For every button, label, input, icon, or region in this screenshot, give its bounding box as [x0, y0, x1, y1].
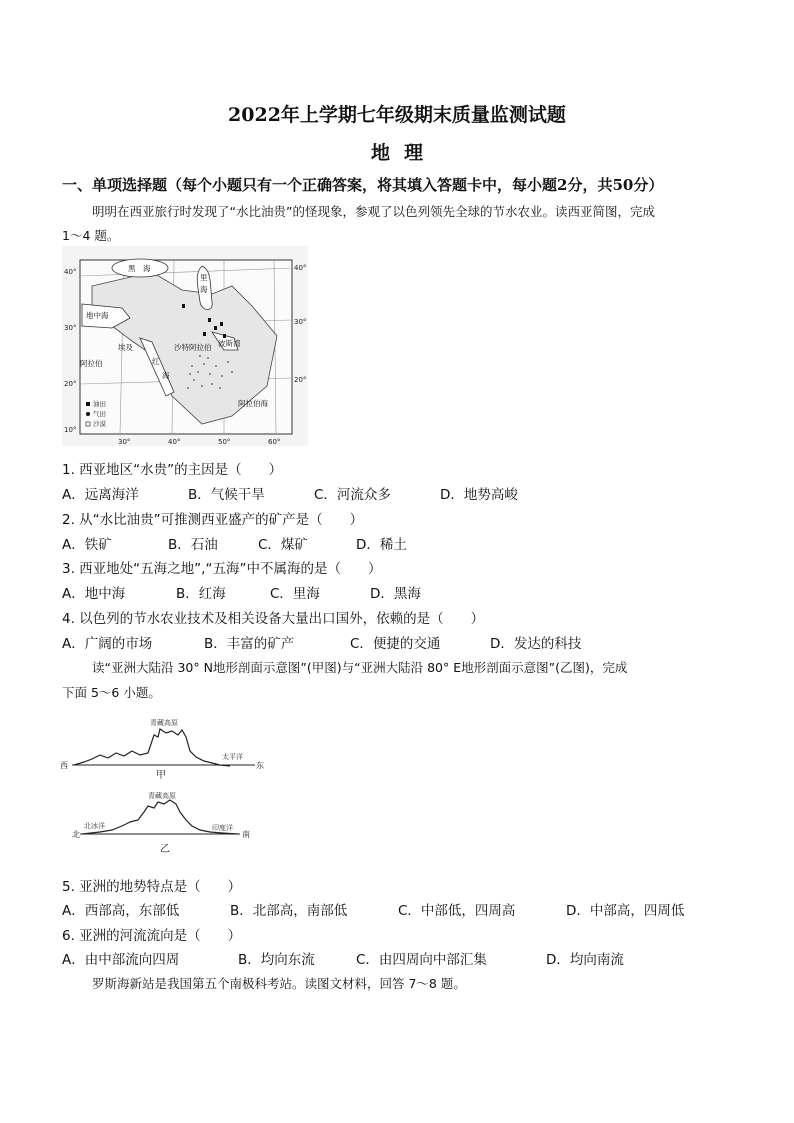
west-asia-map	[62, 246, 308, 446]
svg-text:甲: 甲	[156, 770, 166, 781]
svg-text:40°: 40°	[294, 264, 307, 272]
svg-text:南: 南	[242, 830, 250, 839]
intro3-line-1: 罗斯海新站是我国第五个南极科考站。读图文材料，回答 7～8 题。	[92, 976, 466, 991]
question-3-option-a: A．地中海	[62, 586, 126, 602]
subject-title: 地理	[370, 142, 437, 164]
question-5-option-d: D．中部高，四周低	[566, 903, 685, 919]
svg-text:红: 红	[152, 357, 160, 366]
question-6-stem: 6. 亚洲的河流流向是（ ）	[62, 928, 242, 944]
question-2-option-c: C．煤矿	[258, 537, 308, 553]
question-6-option-c: C．由四周向中部汇集	[356, 952, 487, 968]
svg-text:阿拉伯海: 阿拉伯海	[238, 399, 268, 408]
question-2-option-a: A．铁矿	[62, 537, 112, 553]
intro2-line-2: 下面 5～6 小题。	[62, 685, 161, 700]
svg-text:30°: 30°	[64, 324, 77, 332]
question-3-option-c: C．里海	[270, 586, 320, 602]
question-6-option-a: A．由中部流向四周	[62, 952, 180, 968]
svg-text:60°: 60°	[268, 438, 281, 446]
svg-text:乙: 乙	[160, 844, 170, 855]
section-heading: 一、单项选择题（每个小题只有一个正确答案，将其填入答题卡中，每小题2分，共50分）	[62, 176, 664, 194]
question-2-option-b: B．石油	[168, 537, 218, 553]
svg-text:30°: 30°	[294, 318, 307, 326]
question-1-option-b: B．气候干旱	[188, 487, 265, 503]
question-6-option-b: B．均向东流	[238, 952, 315, 968]
svg-text:埃及: 埃及	[118, 343, 133, 352]
svg-text:40°: 40°	[168, 438, 181, 446]
svg-text:气田: 气田	[93, 410, 106, 418]
svg-text:青藏高原: 青藏高原	[150, 719, 178, 727]
svg-text:海: 海	[200, 285, 208, 294]
svg-text:10°: 10°	[64, 426, 77, 434]
svg-text:20°: 20°	[64, 380, 77, 388]
question-5-option-a: A．西部高，东部低	[62, 903, 180, 919]
intro-line-1: 明明在西亚旅行时发现了“水比油贵”的怪现象，参观了以色列领先全球的节水农业。读西亚简图，完成	[92, 204, 655, 219]
svg-text:北: 北	[72, 830, 80, 839]
svg-text:黑 海: 黑 海	[128, 264, 151, 273]
svg-text:青藏高原: 青藏高原	[148, 792, 176, 800]
question-5-option-b: B．北部高，南部低	[230, 903, 348, 919]
svg-text:里: 里	[200, 273, 208, 282]
svg-text:地中海: 地中海	[86, 311, 109, 320]
question-5-option-c: C．中部低，四周高	[398, 903, 516, 919]
question-4-stem: 4. 以色列的节水农业技术及相关设备大量出口国外，依赖的是（ ）	[62, 611, 485, 627]
question-3-option-d: D．黑海	[370, 586, 421, 602]
question-4-option-b: B．丰富的矿产	[204, 636, 295, 652]
svg-text:东: 东	[256, 761, 264, 770]
question-1-option-d: D．地势高峻	[440, 487, 518, 503]
intro2-line-1: 读“亚洲大陆沿 30° N地形剖面示意图”(甲图)与“亚洲大陆沿 80° E地形剖面示意图”(乙图)，完成	[92, 660, 628, 675]
question-2-option-d: D．稀土	[356, 537, 407, 553]
question-5-stem: 5. 亚洲的地势特点是（ ）	[62, 879, 242, 895]
svg-text:沙特阿拉伯: 沙特阿拉伯	[174, 343, 212, 352]
exam-title: 2022年上学期七年级期末质量监测试题	[228, 104, 566, 126]
svg-text:20°: 20°	[294, 376, 307, 384]
question-4-option-c: C．便捷的交通	[350, 636, 441, 652]
svg-text:50°: 50°	[218, 438, 231, 446]
intro-line-2: 1～4 题。	[62, 228, 120, 243]
question-6-option-d: D．均向南流	[546, 952, 624, 968]
question-4-option-d: D．发达的科技	[490, 636, 582, 652]
svg-text:阿拉伯: 阿拉伯	[80, 359, 103, 368]
svg-text:北冰洋: 北冰洋	[84, 822, 105, 830]
svg-text:西: 西	[60, 761, 68, 770]
question-2-stem: 2. 从“水比油贵”可推测西亚盛产的矿产是（ ）	[62, 512, 364, 528]
question-3-option-b: B．红海	[176, 586, 226, 602]
svg-text:沙漠: 沙漠	[93, 420, 106, 428]
question-3-stem: 3. 西亚地处“五海之地”,“五海”中不属海的是（ ）	[62, 561, 382, 577]
question-1-stem: 1. 西亚地区“水贵”的主因是（ ）	[62, 462, 283, 478]
svg-text:太平洋: 太平洋	[222, 753, 243, 761]
profile-jia-diagram	[60, 715, 270, 783]
svg-text:海: 海	[162, 371, 170, 380]
profile-yi-diagram	[72, 790, 262, 856]
svg-text:40°: 40°	[64, 268, 77, 276]
question-1-option-c: C．河流众多	[314, 487, 391, 503]
svg-text:30°: 30°	[118, 438, 131, 446]
svg-text:油田: 油田	[93, 400, 106, 408]
svg-text:波斯湾: 波斯湾	[218, 339, 241, 348]
svg-text:印度洋: 印度洋	[212, 824, 233, 832]
question-1-option-a: A．远离海洋	[62, 487, 139, 503]
question-4-option-a: A．广阔的市场	[62, 636, 153, 652]
